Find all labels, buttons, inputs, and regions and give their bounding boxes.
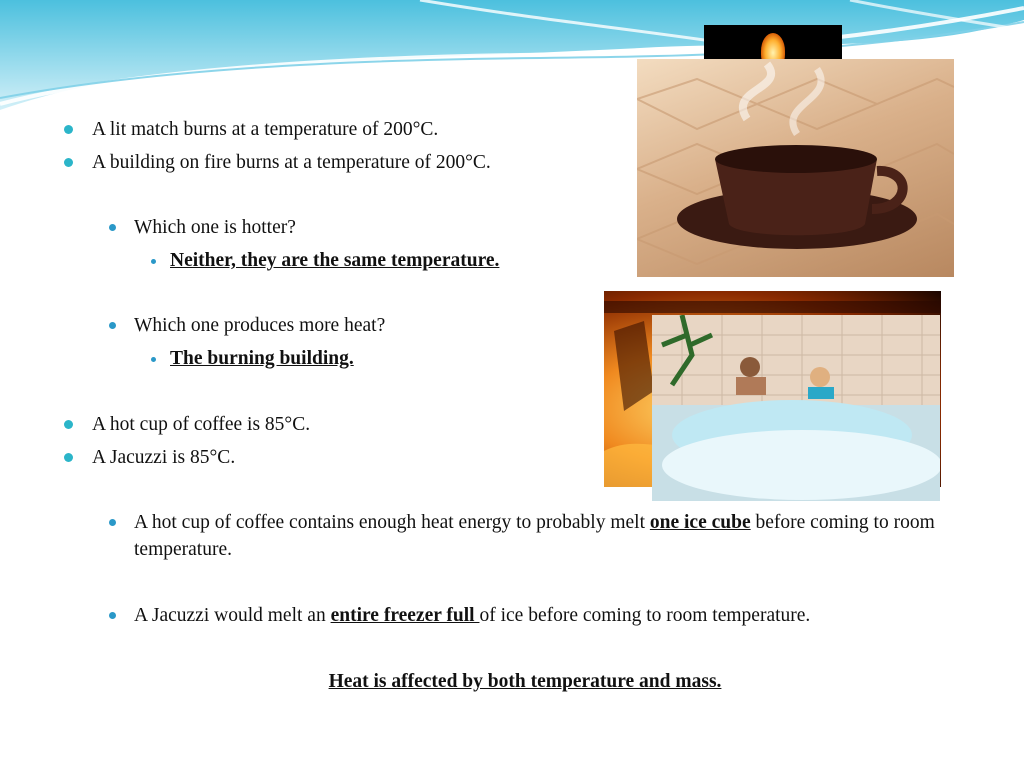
bullet-dot bbox=[64, 125, 73, 134]
bullet-coffee-heat-energy bbox=[134, 509, 994, 563]
bullet-jacuzzi-heat-energy bbox=[134, 602, 810, 629]
jacuzzi-image bbox=[652, 315, 940, 501]
bullet-dot bbox=[151, 357, 156, 362]
bullet-dot bbox=[109, 519, 116, 526]
bullet-jacuzzi-temperature: A Jacuzzi is 85°C. bbox=[92, 447, 236, 468]
bullet-dot bbox=[109, 612, 116, 619]
coffee-heat-text-end: before coming to room temperature. bbox=[134, 512, 935, 560]
bullet-dot bbox=[64, 158, 73, 167]
question-which-hotter: Which one is hotter? bbox=[134, 217, 296, 238]
coffee-heat-text-start: A hot cup of coffee contains enough heat energy to probably melt bbox=[134, 512, 650, 533]
emphasis-one-ice-cube: one ice cube bbox=[649, 512, 751, 533]
question-more-heat: Which one produces more heat? bbox=[134, 315, 386, 336]
match-flame-image bbox=[704, 25, 842, 61]
bullet-dot bbox=[151, 259, 156, 264]
answer-burning-building: The burning building. bbox=[170, 348, 354, 369]
jacuzzi-heat-text-start: A Jacuzzi would melt an bbox=[134, 605, 331, 626]
bullet-dot bbox=[64, 420, 73, 429]
bullet-dot bbox=[109, 224, 116, 231]
jacuzzi-heat-text-end: of ice before coming to room temperature. bbox=[479, 605, 811, 626]
bullet-dot bbox=[64, 453, 73, 462]
conclusion-heat-mass: Heat is affected by both temperature and mass. bbox=[328, 671, 722, 692]
bullet-coffee-temperature: A hot cup of coffee is 85°C. bbox=[92, 414, 311, 435]
steaming-coffee-cup-image bbox=[637, 59, 954, 277]
emphasis-entire-freezer-full: entire freezer full bbox=[330, 605, 480, 626]
bullet-match-temperature: A lit match burns at a temperature of 200°C. bbox=[92, 119, 439, 140]
bullet-building-temperature: A building on fire burns at a temperature of 200°C. bbox=[92, 152, 491, 173]
answer-same-temperature: Neither, they are the same temperature. bbox=[170, 250, 500, 271]
bullet-dot bbox=[109, 322, 116, 329]
